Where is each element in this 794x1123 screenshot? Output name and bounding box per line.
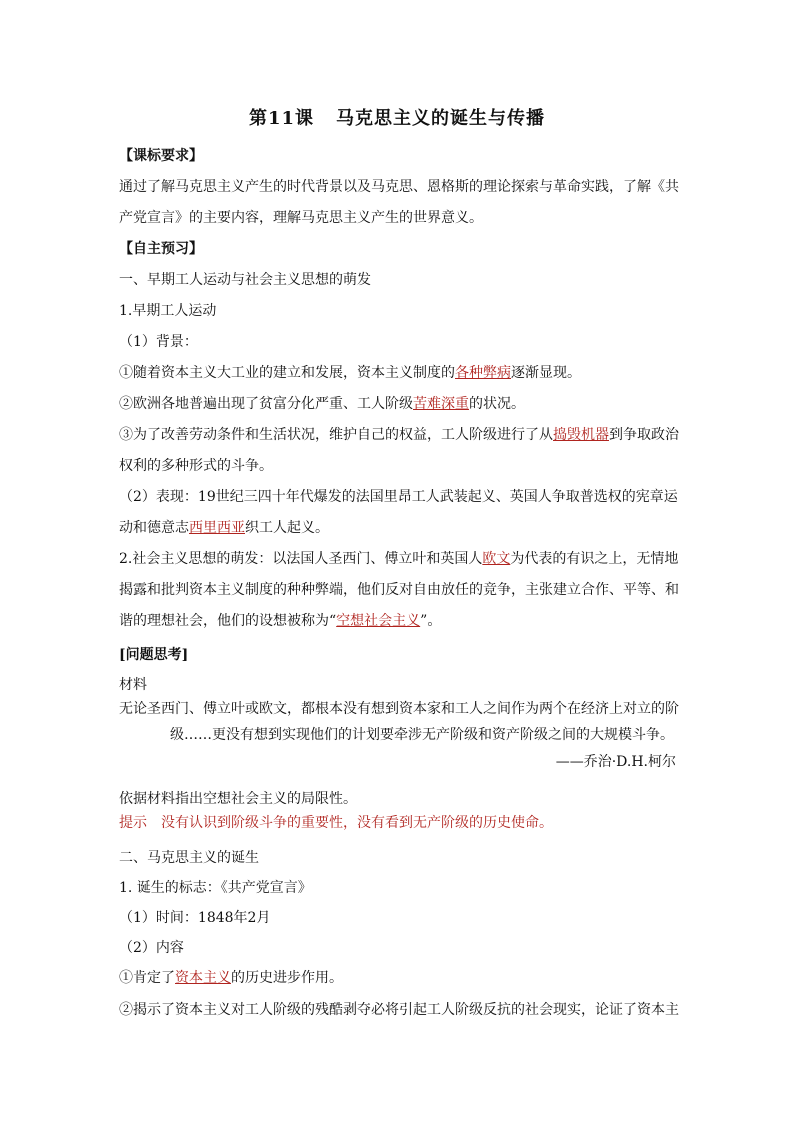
- highlight-term: 西里西亚: [189, 520, 245, 536]
- subsection-2-line-3: 谐的理想社会，他们的设想被称为“空想社会主义”。: [119, 613, 442, 629]
- standard-heading: 【课标要求】: [119, 148, 203, 164]
- standard-line-1: 通过了解马克思主义产生的时代背景以及马克思、恩格斯的理论探索与革命实践，了解《共: [119, 179, 679, 195]
- lesson-topic: 马克思主义的诞生与传播: [336, 108, 546, 129]
- manifestation-line-2: 动和德意志西里西亚织工人起义。: [119, 520, 329, 536]
- quote-line-1: 无论圣西门、傅立叶或欧文，都根本没有想到资本家和工人之间作为两个在经济上对立的阶: [119, 701, 679, 717]
- section-2-heading: 二、马克思主义的诞生: [119, 850, 259, 866]
- background-point-1: ①随着资本主义大工业的建立和发展，资本主义制度的各种弊病逐渐显现。: [119, 365, 581, 381]
- subsection-2-line-1: 2.社会主义思想的萌发：以法国人圣西门、傅立叶和英国人欧文为代表的有识之上，无情地: [119, 551, 679, 567]
- quote-author: ——乔治·D.H.柯尔: [555, 754, 676, 770]
- highlight-term: 资本主义: [175, 970, 231, 986]
- manifestation-line-1: （2）表现：19世纪三四十年代爆发的法国里昂工人武装起义、英国人争取普选权的宪章运: [119, 489, 678, 505]
- quote-line-2: 级……更没有想到实现他们的计划要牵涉无产阶级和资产阶级之间的大规模斗争。: [170, 727, 674, 743]
- background-point-2: ②欧洲各地普遍出现了贫富分化严重、工人阶级苦难深重的状况。: [119, 396, 525, 412]
- standard-line-2: 产党宣言》的主要内容，理解马克思主义产生的世界意义。: [119, 210, 483, 226]
- background-point-3-cont: 权利的多种形式的斗争。: [119, 458, 273, 474]
- background-point-3: ③为了改善劳动条件和生活状况，维护自己的权益，工人阶级进行了从捣毁机器到争取政治: [119, 427, 679, 443]
- page-title: [0, 104, 794, 130]
- lesson-number: 第11课: [248, 108, 315, 129]
- birth-time: （1）时间：1848年2月: [119, 910, 271, 926]
- birth-sign: 1. 诞生的标志：《共产党宣言》: [119, 880, 312, 896]
- section-1-heading: 一、早期工人运动与社会主义思想的萌发: [119, 272, 371, 288]
- content-point-1: ①肯定了资本主义的历史进步作用。: [119, 970, 343, 986]
- highlight-term: 欧文: [482, 551, 511, 567]
- material-label: 材料: [119, 677, 147, 693]
- preview-heading: 【自主预习】: [119, 241, 203, 257]
- birth-content-label: （2）内容: [119, 940, 184, 956]
- content-point-2: ②揭示了资本主义对工人阶级的残酷剥夺必将引起工人阶级反抗的社会现实，论证了资本主: [119, 1002, 679, 1018]
- think-question: 依据材料指出空想社会主义的局限性。: [119, 791, 357, 807]
- highlight-term: 苦难深重: [413, 396, 469, 412]
- subsection-2-line-2: 揭露和批判资本主义制度的种种弊端，他们反对自由放任的竞争，主张建立合作、平等、和: [119, 582, 679, 598]
- highlight-term: 捣毁机器: [553, 427, 609, 443]
- think-heading: [问题思考]: [119, 647, 189, 663]
- highlight-term: 各种弊病: [455, 365, 511, 381]
- background-label: （1）背景：: [119, 334, 198, 350]
- subsection-1-heading: 1.早期工人运动: [119, 303, 217, 319]
- think-answer: 提示 没有认识到阶级斗争的重要性，没有看到无产阶级的历史使命。: [119, 815, 553, 831]
- highlight-term: 空想社会主义: [336, 613, 421, 629]
